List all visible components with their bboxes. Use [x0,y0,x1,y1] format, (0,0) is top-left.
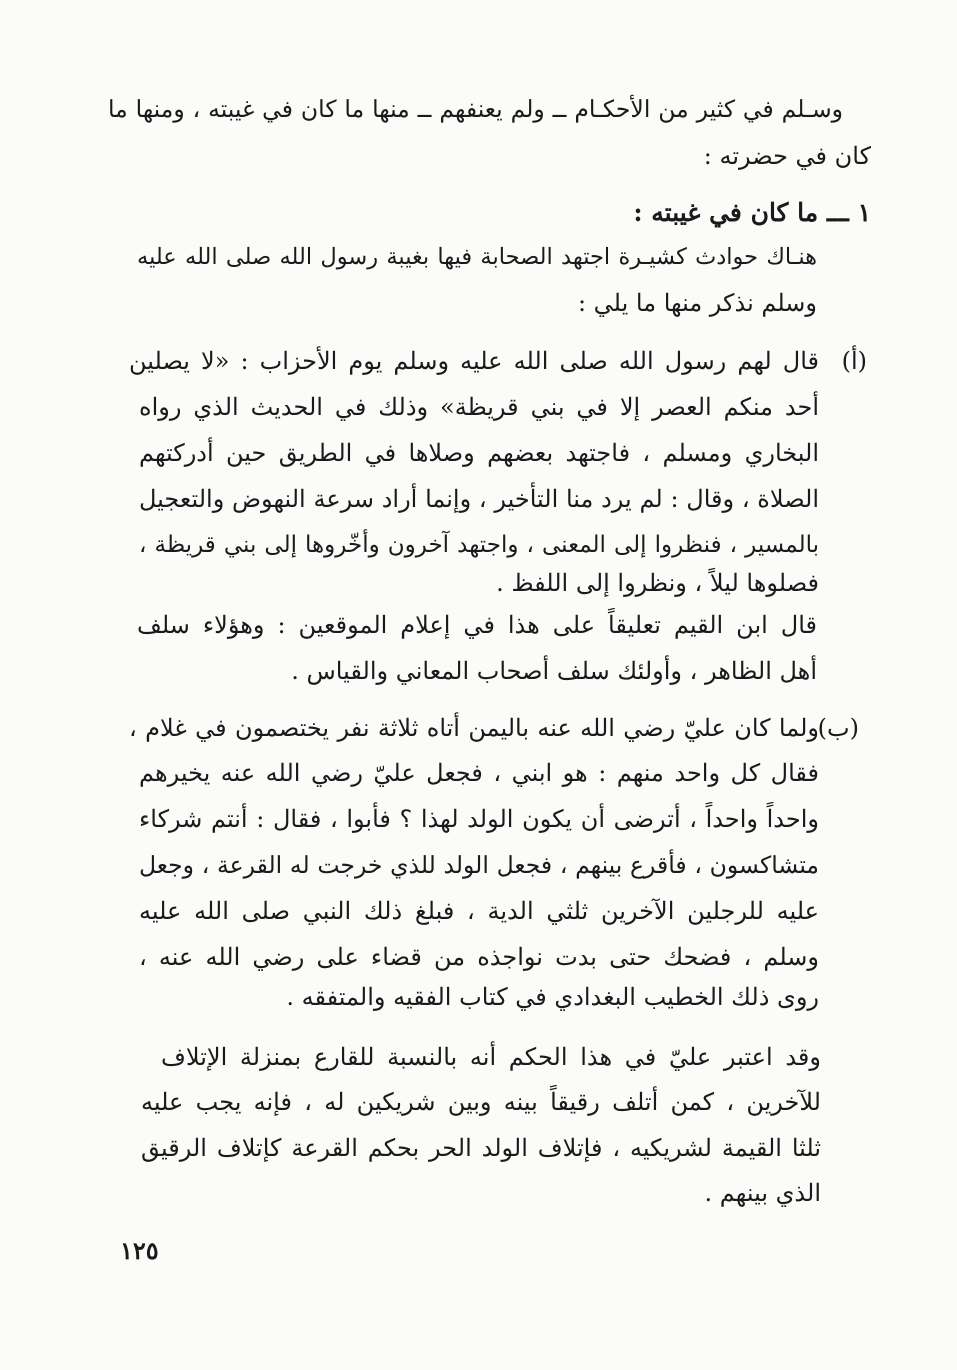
section-heading: ١ ـــ ما كان في غيبته : [633,198,871,227]
item-b-marker: (ب) [817,714,859,742]
item-b-line: وسلم ، فضحك حتى بدت نواجذه من قضاء على رضي الله عنه ، [139,943,819,971]
closing-line: ثلثا القيمة لشريكيه ، فإتلاف الولد الحر بحكم القرعة كإتلاف الرقيق [141,1134,821,1162]
section-intro-line: هنـاك حوادث كشيـرة اجتهد الصحابة فيها بغيبة رسول الله صلى الله عليه [137,244,817,270]
section-intro-line: وسلم نذكر منها ما يلي : [577,289,817,317]
intro-line: وسـلم في كثير من الأحكـام ــ ولم يعنفهم ــ منها ما كان في غيبته ، ومنها ما [108,95,843,123]
item-a-line: أحد منكم العصر إلا في بني قريظة» وذلك في الحديث الذي رواه [139,393,819,421]
item-b-line: متشاكسون ، فأقرع بينهم ، فجعل الولد للذي خرجت له القرعة ، وجعل [139,851,819,879]
item-a-marker: (أ) [841,347,867,375]
item-b-line: واحداً واحداً ، أترضى أن يكون الولد لهذا ؟ فأبوا ، فقال : أنتم شركاء [139,805,819,833]
page-number: ١٢٥ [120,1236,159,1265]
intro-line: كان في حضرته : [703,142,871,170]
item-a-line: البخاري ومسلم ، فاجتهد بعضهم وصلاها في الطريق حين أدركتهم [139,439,819,467]
item-a-line: فصلوها ليلاً ، ونظروا إلى اللفظ . [496,569,819,597]
item-b-line: ولما كان عليّ رضي الله عنه باليمن أتاه ثلاثة نفر يختصمون في غلام ، [129,714,819,742]
item-b-line: عليه للرجلين الآخرين ثلثي الدية ، فبلغ ذلك النبي صلى الله عليه [139,897,819,925]
closing-line: الذي بينهم . [704,1179,821,1207]
item-a-line: قال لهم رسول الله صلى الله عليه وسلم يوم الأحزاب : «لا يصلين [129,347,819,375]
item-a-line: الصلاة ، وقال : لم يرد منا التأخير ، وإنما أراد سرعة النهوض والتعجيل [139,485,819,513]
closing-line: للآخرين ، كمن أتلف رقيقاً بينه وبين شريكين له ، فإنه يجب عليه [141,1088,821,1116]
item-b-line: فقال كل واحد منهم : هو ابني ، فجعل عليّ رضي الله عنه يخيرهم [139,759,819,787]
item-a-line: بالمسير ، فنظروا إلى المعنى ، واجتهد آخرون وأخّروها إلى بني قريظة ، [139,532,819,558]
item-a-comment-line: قال ابن القيم تعليقاً على هذا في إعلام الموقعين : وهؤلاء سلف [137,611,817,639]
closing-line: وقد اعتبر عليّ في هذا الحكم أنه بالنسبة للقارع بمنزلة الإتلاف [161,1043,821,1071]
item-a-comment-line: أهل الظاهر ، وأولئك سلف أصحاب المعاني والقياس . [291,657,817,685]
item-b-line: روى ذلك الخطيب البغدادي في كتاب الفقيه والمتفقه . [286,983,819,1011]
